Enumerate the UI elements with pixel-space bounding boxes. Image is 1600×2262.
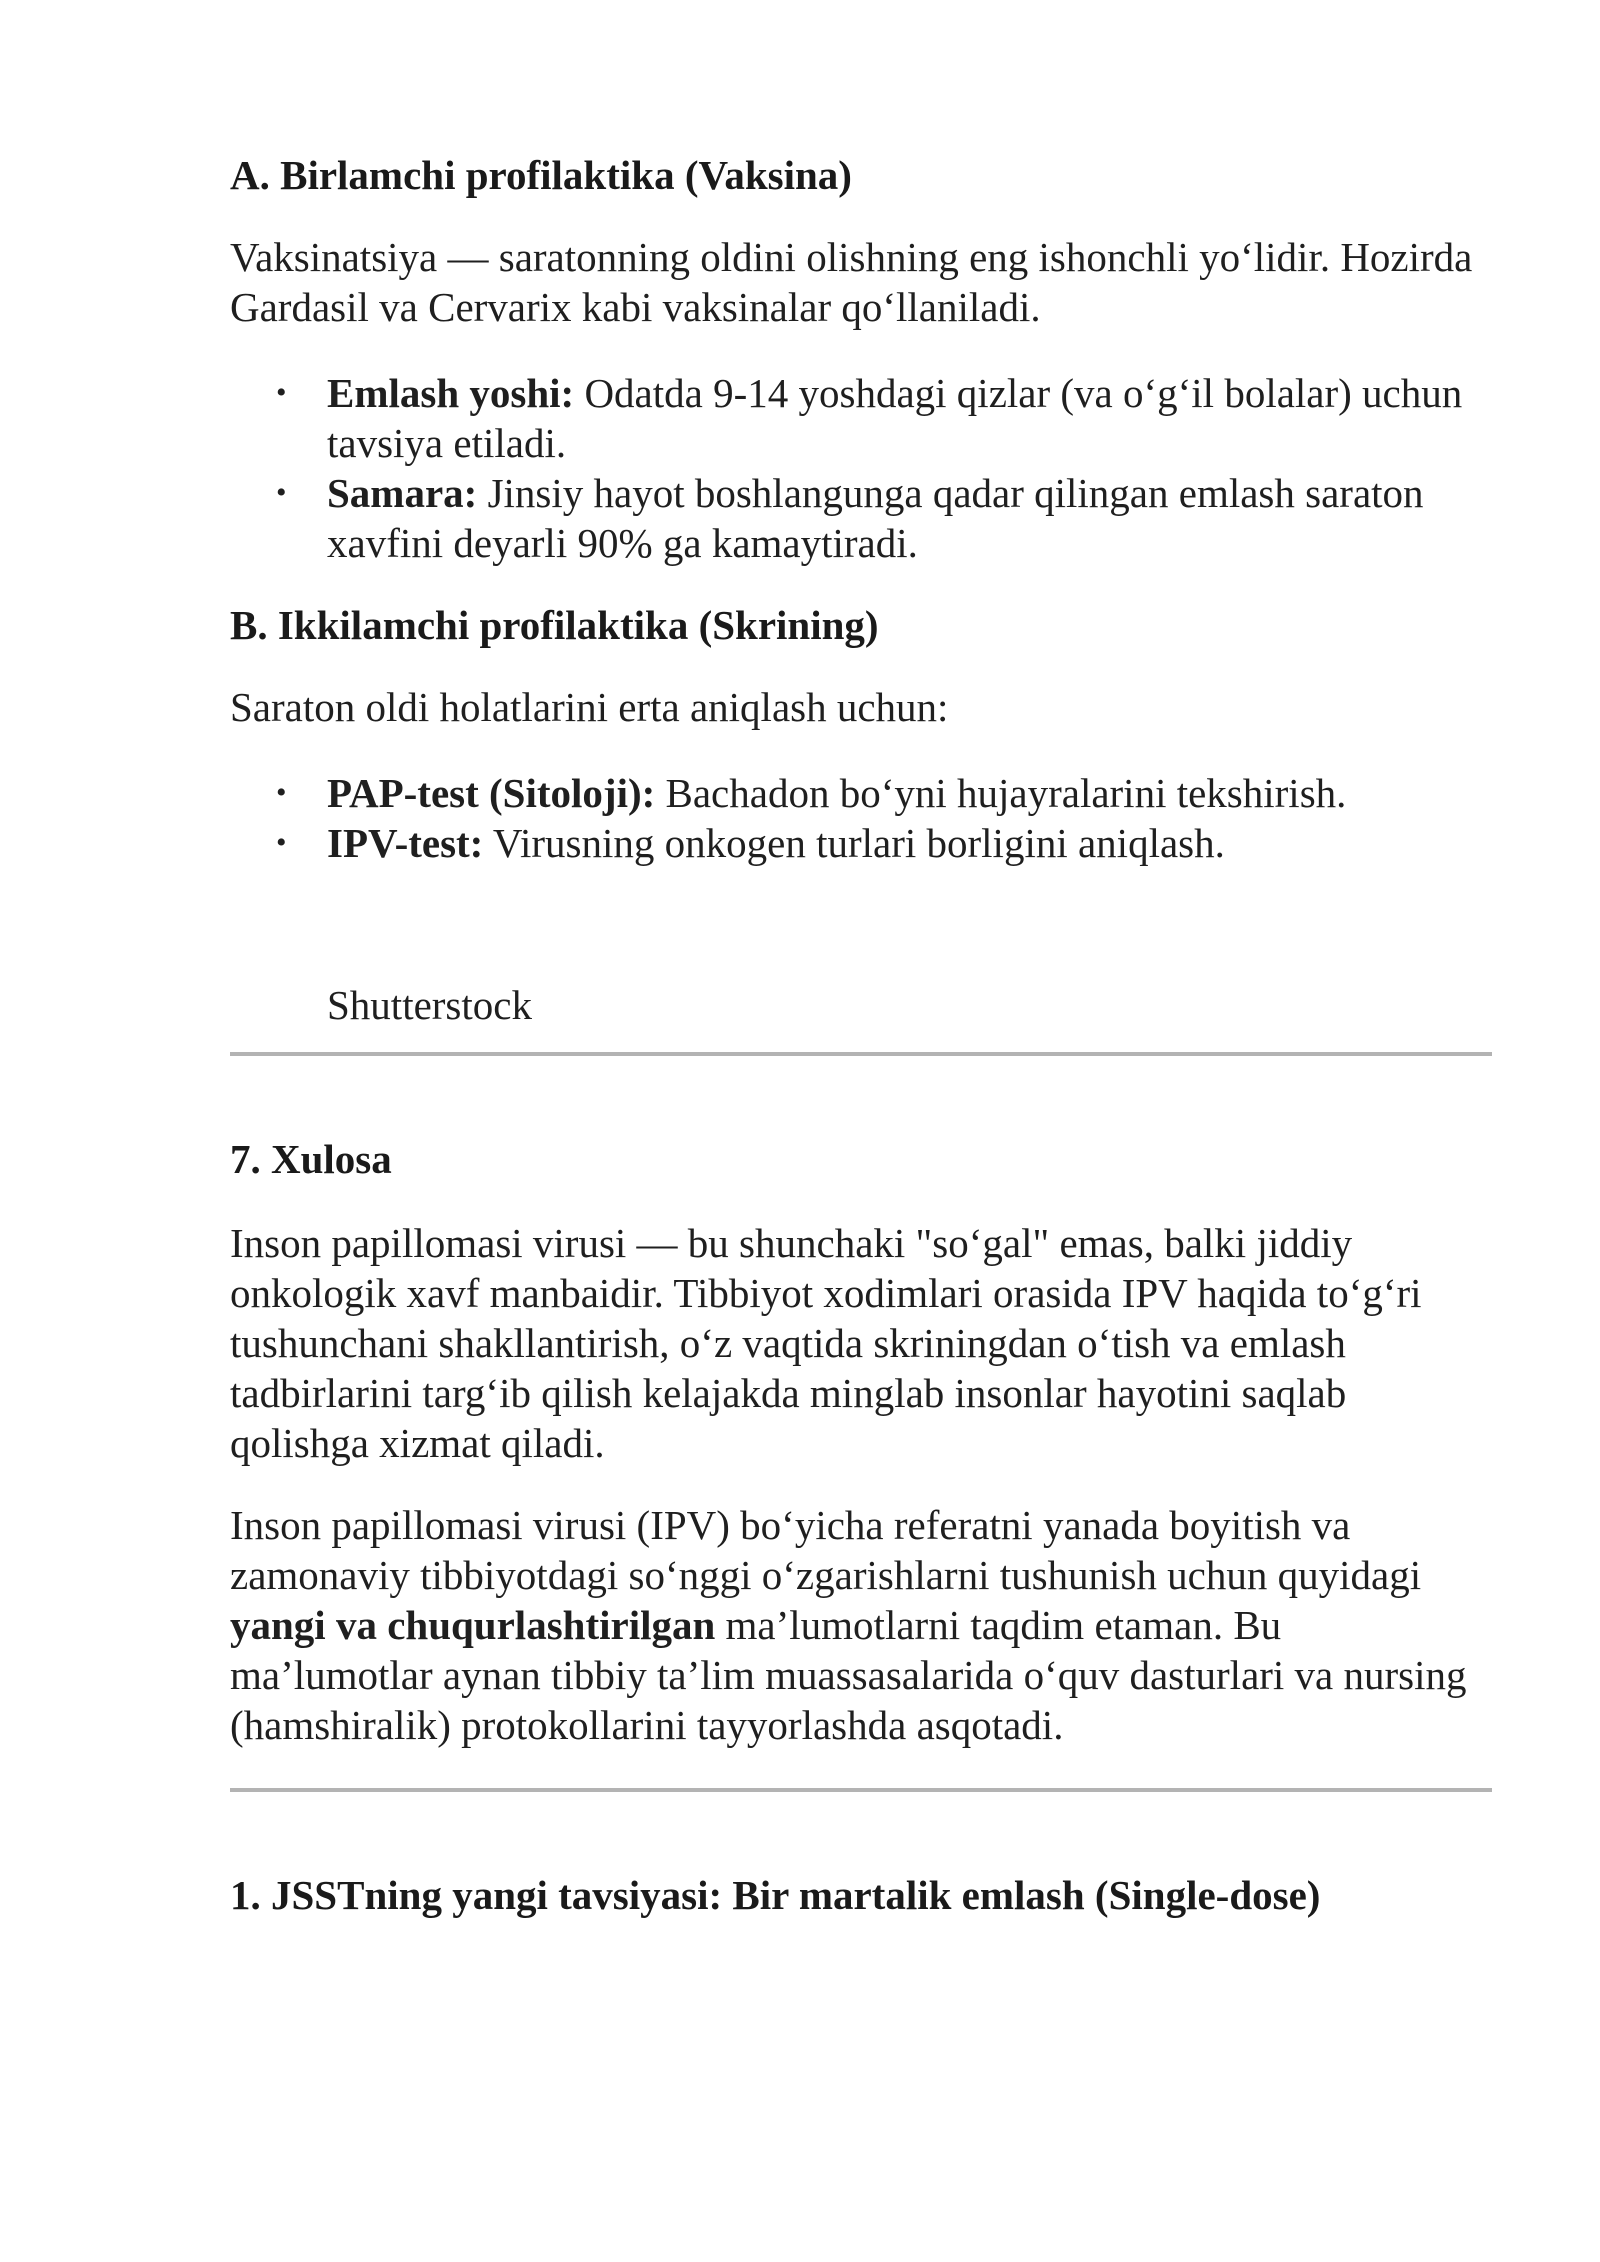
list-item-text: Virusning onkogen turlari borligini aniqlash.	[483, 820, 1225, 866]
section-a-heading: A. Birlamchi profilaktika (Vaksina)	[230, 152, 852, 198]
list-item-label: Samara:	[327, 470, 478, 516]
list-item	[230, 818, 1492, 868]
image-credit: Shutterstock	[327, 982, 532, 1028]
section-b-heading: B. Ikkilamchi profilaktika (Skrining)	[230, 602, 879, 648]
bullet-icon: •	[276, 776, 287, 809]
horizontal-divider	[230, 1052, 1492, 1056]
section-b-intro: Saraton oldi holatlarini erta aniqlash uchun:	[230, 684, 949, 730]
section-a-list	[230, 368, 1492, 568]
conclusion-paragraph: Inson papillomasi virusi — bu shunchaki "so‘gal" emas, balki jiddiy onkologik xavf manbaidir. Tibbiyot xodimlari orasida IPV haqida to‘g‘ri tushunchani shakllantirish, o‘z vaqtida skriningdan o‘tish va emlash tadbirlarini targ‘ib qilish kelajakda minglab insonlar hayotini saqlab qolishga xizmat qiladi.	[230, 1220, 1422, 1466]
list-item	[230, 468, 1492, 568]
bullet-icon: •	[276, 826, 287, 859]
next-section-heading: 1. JSSTning yangi tavsiyasi: Bir martalik emlash (Single-dose)	[230, 1872, 1321, 1918]
list-item-text: Jinsiy hayot boshlangunga qadar qilingan emlash saraton xavfini deyarli 90% ga kamaytiradi.	[327, 470, 1424, 566]
list-item-label: PAP-test (Sitoloji):	[327, 770, 656, 816]
list-item-text: Odatda 9-14 yoshdagi qizlar (va o‘g‘il bolalar) uchun tavsiya etiladi.	[327, 370, 1463, 466]
paragraph-text: ma’lumotlarni taqdim etaman. Bu ma’lumotlar aynan tibbiy ta’lim muassasalarida o‘quv dasturlari va nursing (hamshiralik) protokollarini tayyorlashda asqotadi.	[230, 1602, 1467, 1748]
emphasis-text: yangi va chuqurlashtirilgan	[230, 1602, 716, 1648]
list-item-label: IPV-test:	[327, 820, 484, 866]
horizontal-divider	[230, 1788, 1492, 1792]
list-item-label: Emlash yoshi:	[327, 370, 575, 416]
bullet-icon: •	[276, 376, 287, 409]
conclusion-heading: 7. Xulosa	[230, 1136, 392, 1182]
conclusion-paragraph-2	[230, 1500, 1492, 1750]
section-a-intro: Vaksinatsiya — saratonning oldini olishning eng ishonchli yo‘lidir. Hozirda Gardasil va Cervarix kabi vaksinalar qo‘llaniladi.	[230, 234, 1473, 330]
list-item	[230, 368, 1492, 468]
bullet-icon: •	[276, 476, 287, 509]
section-b-list	[230, 768, 1492, 868]
list-item-text: Bachadon bo‘yni hujayralarini tekshirish.	[655, 770, 1347, 816]
document-page	[230, 150, 1492, 1920]
list-item	[230, 768, 1492, 818]
paragraph-text: Inson papillomasi virusi (IPV) bo‘yicha referatni yanada boyitish va zamonaviy tibbiyotdagi so‘nggi o‘zgarishlarni tushunish uchun quyidagi	[230, 1502, 1422, 1598]
